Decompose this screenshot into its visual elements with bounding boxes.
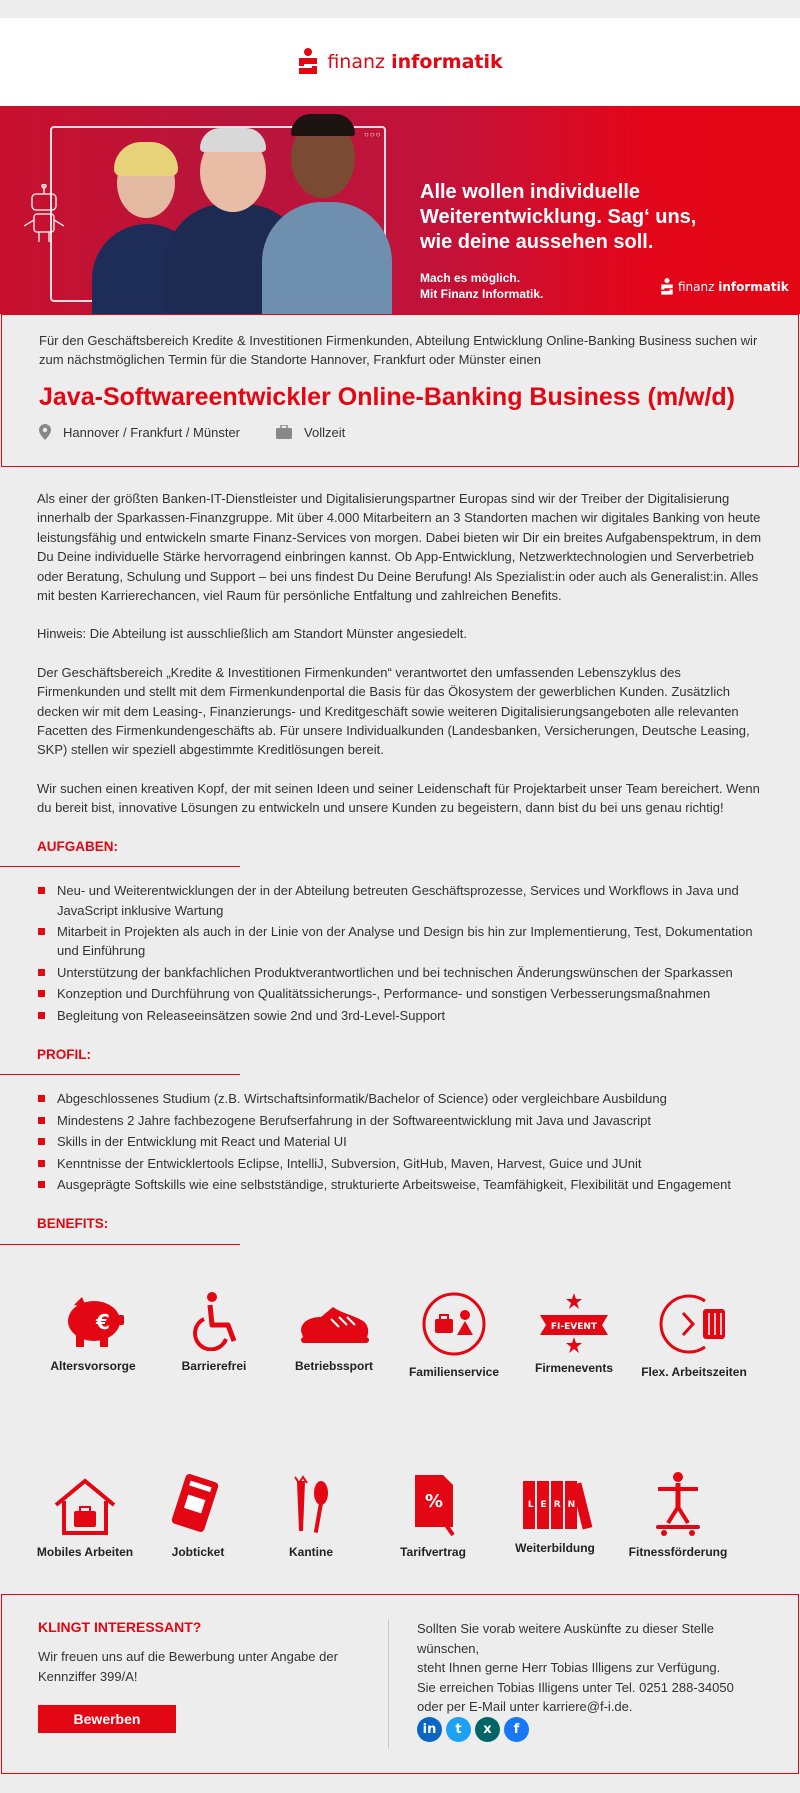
benefit-firmenevents: FI-EVENT Firmenevents [514, 1291, 634, 1378]
apply-left [38, 1619, 338, 1686]
apply-divider [388, 1619, 389, 1749]
body-paragraph-2: Hinweis: Die Abteilung ist ausschließlich am Standort Münster angesiedelt. [37, 626, 467, 642]
piggy-bank-icon [58, 1291, 128, 1351]
benefit-weiterbildung: LERN Weiterbildung [495, 1471, 615, 1558]
svg-text:€: € [96, 1309, 110, 1334]
cutlery-icon [281, 1471, 341, 1537]
intro-lead: Für den Geschäftsbereich Kredite & Investitionen Firmenkunden, Abteilung Entwicklung Online-Banking Business suchen wir zum nächstmöglichen Termin für die Standorte Hannover, Frankfurt oder Münster einen [39, 333, 758, 367]
list-item: Ausgeprägte Softskills wie eine selbstständige, strukturierte Arbeitsweise, Teamfähigkeit, Flexibilität und Engagement [37, 1175, 764, 1194]
benefit-jobticket: Jobticket [138, 1471, 258, 1562]
benefit-kantine: Kantine [251, 1471, 371, 1562]
profile-divider [0, 1074, 240, 1075]
benefit-tarifvertrag: % Tarifvertrag [373, 1471, 493, 1562]
window-dots: ○○○ [364, 130, 382, 139]
list-item: Unterstützung der bankfachlichen Produktverantwortlichen und bei technischen Änderungswünschen der Sparkassen [37, 963, 764, 982]
profile-heading: PROFIL: [37, 1046, 91, 1062]
employment-text: Vollzeit [304, 424, 346, 440]
benefits-heading: BENEFITS: [37, 1216, 109, 1232]
list-item: Skills in der Entwicklung mit React und Material UI [37, 1132, 764, 1151]
list-item: Kenntnisse der Entwicklertools Eclipse, IntelliJ, Subversion, GitHub, Maven, Harvest, Guice und JUnit [37, 1154, 764, 1173]
employment-item [276, 425, 345, 440]
hero-banner [0, 106, 800, 314]
xing-icon[interactable]: x [475, 1717, 500, 1742]
twitter-icon[interactable]: t [446, 1717, 471, 1742]
family-icon [421, 1291, 487, 1357]
books-icon [517, 1471, 593, 1533]
body-paragraph-3: Der Geschäftsbereich „Kredite & Investitionen Firmenkunden“ verantwortet den umfassenden Lebenszyklus des Firmenkunden und stellt mit dem Firmenkundenportal die Basis für das Ökosystem der gewerblichen Kunden. Zusätzlich decken wir mit dem Leasing-, Finanzierungs- und Kreditgeschäft sowie weiteren Digitalisierungsangeboten alle relevanten Facetten des Firmenkundengeschäfts ab. Für unsere Individualkunden (Landesbanken, Versicherungen, Deutsche Leasing, SKP) stellen wir speziell abgestimmte Kreditlösungen bereit. [37, 664, 750, 758]
list-item: Konzeption und Durchführung von Qualitätssicherungs-, Performance- und sonstigen Verbesserungsmaßnahmen [37, 984, 764, 1003]
location-item [39, 424, 240, 440]
social-links [417, 1717, 529, 1742]
contract-icon [403, 1471, 463, 1537]
skateboard-icon [648, 1471, 708, 1537]
tasks-list [37, 881, 764, 1025]
job-header-box [1, 314, 799, 467]
apply-box [1, 1594, 799, 1774]
apply-button[interactable]: Bewerben [38, 1705, 176, 1733]
profile-list [37, 1089, 764, 1194]
facebook-icon[interactable]: f [504, 1717, 529, 1742]
benefit-betriebssport: Betriebssport [274, 1291, 394, 1376]
benefit-familienservice: Familienservice [394, 1291, 514, 1382]
event-banner-icon [536, 1291, 612, 1353]
job-meta [39, 424, 762, 440]
sparkasse-s-icon [297, 48, 319, 76]
job-title: Java-Softwareentwickler Online-Banking Business (m/w/d) [39, 383, 736, 411]
sneaker-icon [297, 1291, 371, 1351]
benefit-altersvorsorge: € Altersvorsorge [33, 1291, 153, 1376]
banner-subline: Mach es möglich. Mit Finanz Informatik. [420, 271, 544, 301]
home-office-icon [50, 1477, 120, 1537]
benefits-divider [0, 1244, 240, 1245]
sparkasse-s-icon [660, 278, 674, 296]
top-strip [0, 0, 800, 18]
contact-info: Sollten Sie vorab weitere Auskünfte zu dieser Stelle wünschen, steht Ihnen gerne Herr Tobias Illigens zur Verfügung. Sie erreichen Tobias Illigens unter Tel. 0251 288-34050 oder per E-Mail unter karriere@f-i.de. [417, 1621, 734, 1714]
benefit-mobiles-arbeiten: Mobiles Arbeiten [25, 1477, 145, 1562]
svg-text:%: % [424, 1490, 444, 1512]
apply-heading: KLINGT INTERESSANT? [38, 1619, 202, 1635]
person-right-hair [291, 114, 355, 136]
benefit-fitnessfoerderung: Fitnessförderung [618, 1471, 738, 1562]
logo-wordmark: finanz informatik [327, 51, 503, 73]
fi-logo[interactable] [297, 48, 502, 76]
benefit-flex-arbeitszeiten: Flex. Arbeitszeiten [634, 1291, 754, 1382]
job-description [0, 467, 800, 1579]
body-paragraph-4: Wir suchen einen kreativen Kopf, der mit seinen Ideen und seiner Leidenschaft für Projektarbeit unser Team bereichert. Wenn du bereit bist, innovative Lösungen zu entwickeln und unsere Kunden zu begeistern, dann bist du bei uns genau richtig! [37, 780, 760, 816]
svg-text:LERN: LERN [527, 1499, 583, 1510]
banner-headline: Alle wollen individuelle Weiterentwicklung. Sag‘ uns, wie deine aussehen soll. [420, 181, 697, 253]
logo-bar [0, 18, 800, 106]
list-item: Mindestens 2 Jahre fachbezogene Berufserfahrung in der Softwareentwicklung mit Java und Javascript [37, 1111, 764, 1130]
svg-text:FI-EVENT: FI-EVENT [550, 1321, 598, 1332]
list-item: Neu- und Weiterentwicklungen der in der Abteilung betreuten Geschäftsprozesse, Services und Workflows in Java und JavaScript inklusive Wartung [37, 881, 764, 920]
wheelchair-icon [184, 1291, 244, 1351]
linkedin-icon[interactable]: in [417, 1717, 442, 1742]
flex-time-icon [659, 1291, 729, 1357]
tasks-heading: AUFGABEN: [37, 838, 118, 854]
banner-logo: finanz informatik [660, 278, 789, 296]
benefit-barrierefrei: Barrierefrei [154, 1291, 274, 1376]
person-right [262, 202, 392, 314]
briefcase-icon [276, 425, 292, 439]
list-item: Abgeschlossenes Studium (z.B. Wirtschaftsinformatik/Bachelor of Science) oder vergleichbare Ausbildung [37, 1089, 764, 1108]
person-center-hair [200, 128, 266, 152]
tasks-divider [0, 866, 240, 867]
list-item: Begleitung von Releaseeinsätzen sowie 2nd und 3rd-Level-Support [37, 1006, 764, 1025]
list-item: Mitarbeit in Projekten als auch in der Linie von der Analyse und Design bis hin zur Implementierung, Test, Dokumentation und Einführung [37, 922, 764, 961]
apply-text: Wir freuen uns auf die Bewerbung unter Angabe der Kennziffer 399/A! [38, 1649, 338, 1684]
benefits-grid [37, 1259, 764, 1579]
location-text: Hannover / Frankfurt / Münster [63, 424, 241, 440]
body-paragraph-1: Als einer der größten Banken-IT-Dienstleister und Digitalisierungspartner Europas sind wir der Treiber der Digitalisierung innerhalb der Sparkassen-Finanzgruppe. Mit über 4.000 Mitarbeitern an 3 Standorten machen wir digitales Banking von heute leistungsfähig und entwickeln smarte Finanz-Services von morgen. Dabei bieten wir Dir ein breites Aufgabenspektrum, in dem Du Deine individuelle Stärke hervorragend einbringen kannst. Ob App-Entwicklung, Netzwerktechnologien und Serverbetrieb oder Beratung, Schulung und Support – bei uns findest Du Deine Berufung! Als Spezialist:in oder auch als Generalist:in. Alles mit besten Karrierechancen, viel Raum für persönliche Entfaltung und zahlreichen Benefits. [37, 491, 762, 604]
location-pin-icon [39, 424, 51, 440]
ticket-icon [168, 1471, 228, 1537]
